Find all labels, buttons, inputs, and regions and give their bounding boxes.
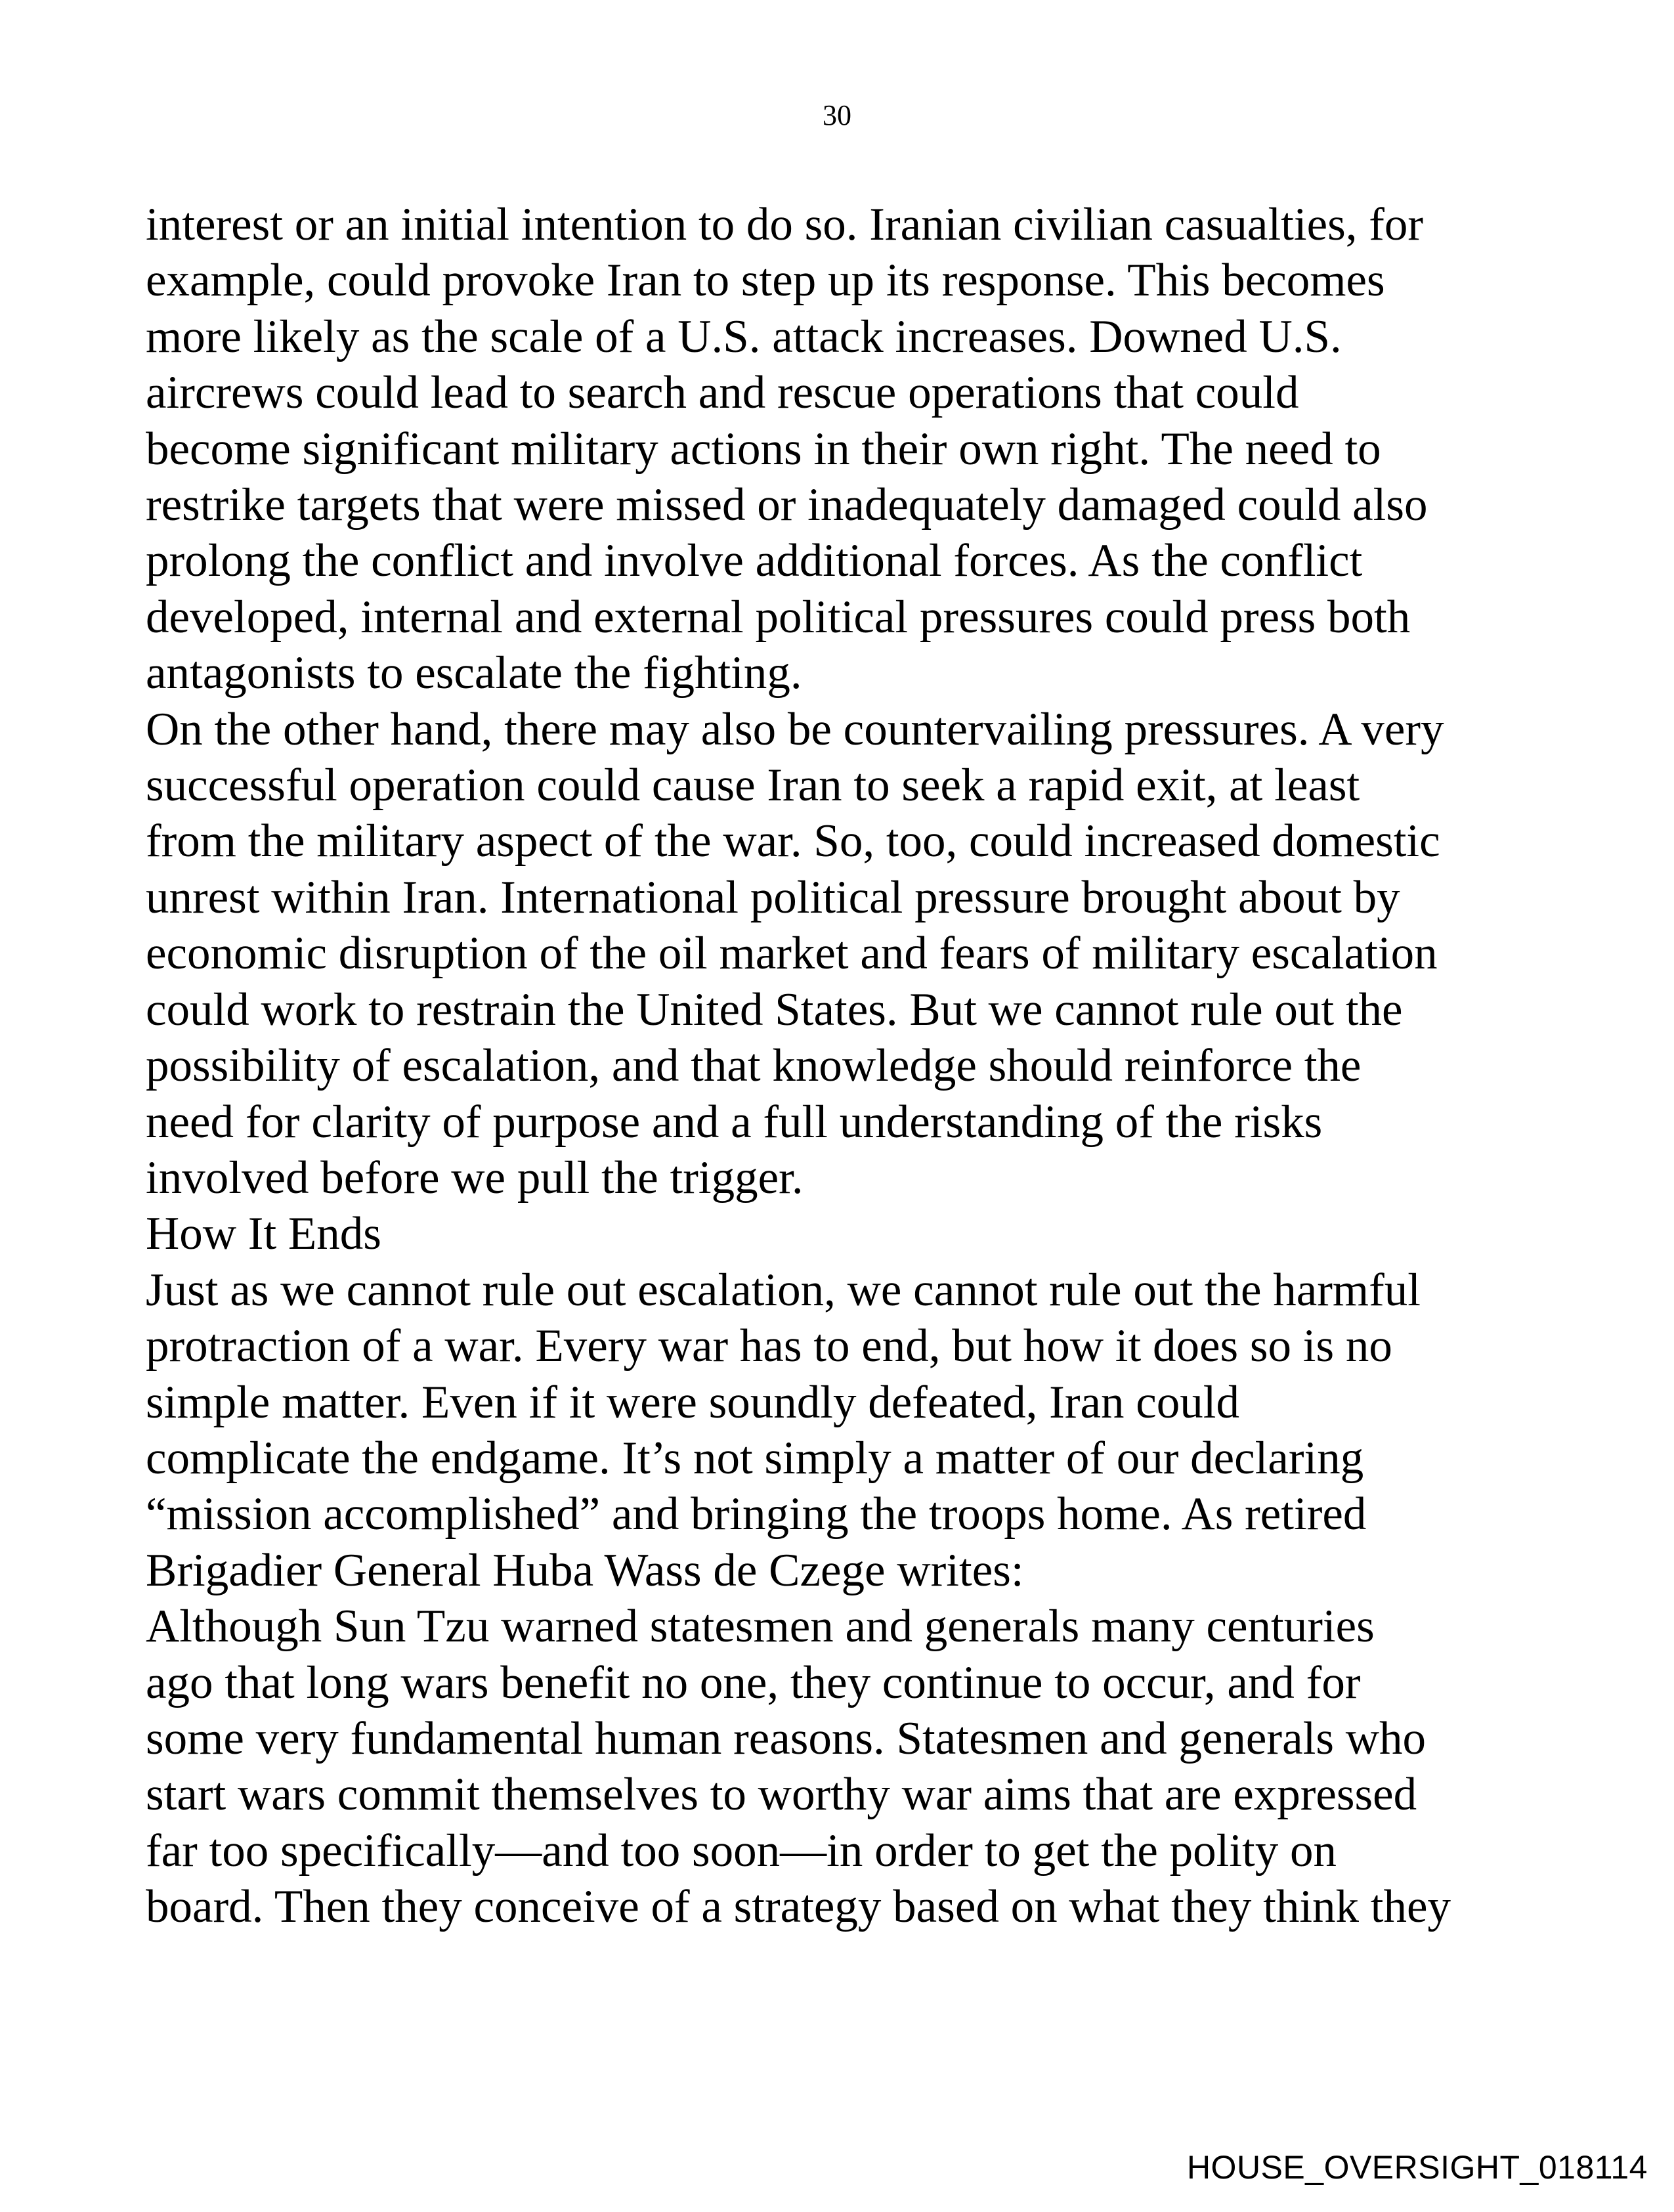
paragraph-line: interest or an initial intention to do so. Iranian civilian casualties, for (146, 199, 1424, 250)
quote-line: Although Sun Tzu warned statesmen and generals many centuries (146, 1601, 1375, 1653)
paragraph-line: On the other hand, there may also be countervailing pressures. A very (146, 703, 1444, 755)
paragraph-line: “mission accomplished” and bringing the troops home. As retired (146, 1488, 1367, 1540)
quote-line: ago that long wars benefit no one, they continue to occur, and for (146, 1657, 1361, 1708)
section-heading: How It Ends (146, 1208, 381, 1260)
paragraph-line: simple matter. Even if it were soundly defeated, Iran could (146, 1376, 1239, 1428)
quote-line: board. Then they conceive of a strategy based on what they think they (146, 1881, 1451, 1933)
paragraph-line: protraction of a war. Every war has to end, but how it does so is no (146, 1320, 1392, 1372)
paragraph-line: become significant military actions in their own right. The need to (146, 423, 1381, 475)
paragraph-line: from the military aspect of the war. So, too, could increased domestic (146, 815, 1440, 867)
quote-line: start wars commit themselves to worthy war aims that are expressed (146, 1769, 1417, 1821)
paragraph-line: example, could provoke Iran to step up its response. This becomes (146, 255, 1385, 307)
paragraph-line: prolong the conflict and involve additional forces. As the conflict (146, 535, 1363, 587)
quote-line: far too specifically—and too soon—in order to get the polity on (146, 1825, 1337, 1876)
paragraph-line: complicate the endgame. It’s not simply a matter of our declaring (146, 1432, 1364, 1484)
paragraph-line: unrest within Iran. International political pressure brought about by (146, 871, 1400, 923)
paragraph-line: possibility of escalation, and that knowledge should reinforce the (146, 1040, 1362, 1092)
body-text (146, 197, 1544, 1936)
paragraph-line: involved before we pull the trigger. (146, 1152, 804, 1204)
paragraph-line: developed, internal and external political pressures could press both (146, 591, 1411, 643)
paragraph-line: could work to restrain the United States. But we cannot rule out the (146, 984, 1403, 1035)
paragraph-line: Just as we cannot rule out escalation, we cannot rule out the harmful (146, 1264, 1421, 1316)
paragraph-line: successful operation could cause Iran to seek a rapid exit, at least (146, 760, 1360, 812)
paragraph-line: aircrews could lead to search and rescue operations that could (146, 367, 1299, 419)
paragraph-line: Brigadier General Huba Wass de Czege writes: (146, 1544, 1024, 1596)
paragraph-line: economic disruption of the oil market and fears of military escalation (146, 928, 1438, 980)
paragraph-line: need for clarity of purpose and a full understanding of the risks (146, 1096, 1323, 1148)
paragraph-line: more likely as the scale of a U.S. attack increases. Downed U.S. (146, 311, 1342, 362)
page-number: 30 (823, 99, 851, 131)
paragraph-line: antagonists to escalate the fighting. (146, 647, 802, 699)
quote-line: some very fundamental human reasons. Statesmen and generals who (146, 1712, 1426, 1764)
paragraph-line: restrike targets that were missed or inadequately damaged could also (146, 479, 1428, 531)
bates-stamp: HOUSE_OVERSIGHT_018114 (1186, 2149, 1648, 2186)
